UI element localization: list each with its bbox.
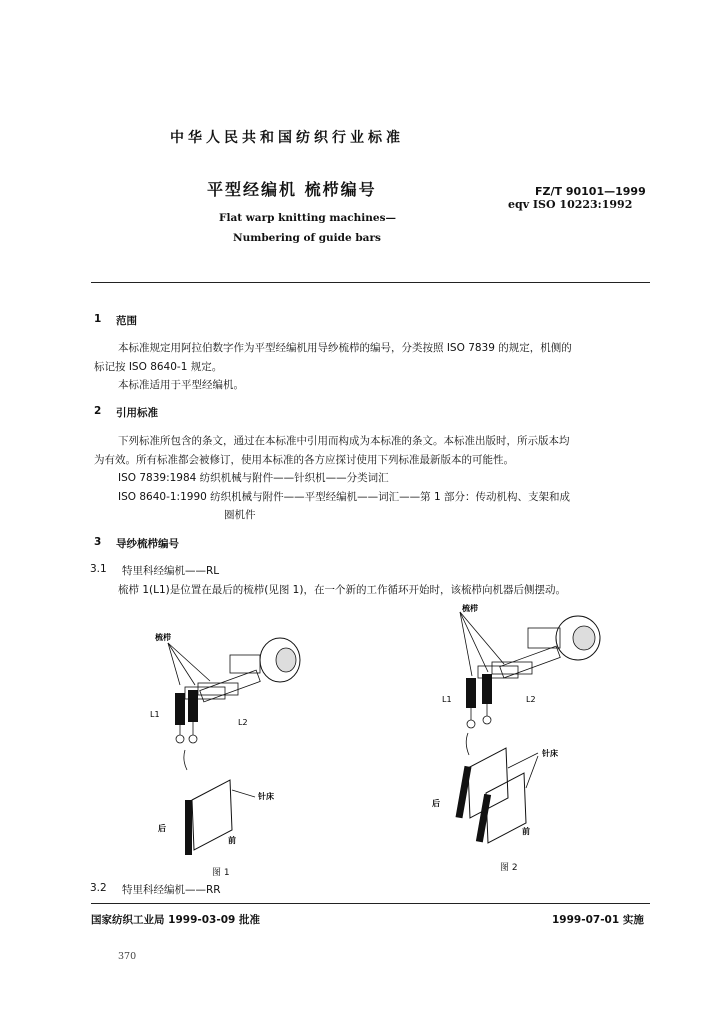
page-number: 370 [118,951,137,962]
section-3-2-number: 3.2 [90,882,107,894]
section-3-1-text: 梳栉 1(L1)是位置在最后的梳栉(见图 1)，在一个新的工作循环开始时，该梳栉向机器后侧摆动。 [118,584,566,596]
section-2-p1-line2: 为有效。所有标准都会被修订，使用本标准的各方应探讨使用下列标准最新版本的可能性。 [94,454,514,466]
section-3-1-number: 3.1 [90,563,107,575]
footer-divider [91,903,650,904]
std-eqv: eqv ISO 10223:1992 [508,198,633,211]
fig2-label-l1: L1 [442,695,452,704]
std-code: FZ/T 90101—1999 [535,185,646,198]
section-1-title: 范围 [116,315,137,327]
doc-title-en-line1: Flat warp knitting machines— [219,212,396,224]
fig2-label-back: 后 [432,799,440,808]
reference-iso-8640-line2: 圈机件 [224,509,256,521]
figure-1-caption: 图 1 [212,868,230,878]
figure-2-caption: 图 2 [500,863,518,873]
section-3-title: 导纱梳栉编号 [116,538,179,550]
section-3-1-title: 特里科经编机——RL [122,565,220,577]
fig1-label-needle-bed: 针床 [258,792,274,801]
fig1-label-l2: L2 [238,718,248,727]
fig2-label-l2: L2 [526,695,536,704]
figure-2-diagram [420,598,610,848]
section-3-2-title: 特里科经编机——RR [122,884,221,896]
section-2-p1-line1: 下列标准所包含的条文，通过在本标准中引用而构成为本标准的条文。本标准出版时，所示版本均 [118,435,570,447]
section-2-number: 2 [94,405,102,417]
fig2-label-needle-bed: 针床 [542,749,558,758]
doc-title-en-line2: Numbering of guide bars [233,232,381,244]
section-1-p1-line2: 标记按 ISO 8640-1 规定。 [94,361,223,373]
fig1-label-front: 前 [228,836,236,845]
section-1-p1-line1: 本标准规定用阿拉伯数字作为平型经编机用导纱梳栉的编号，分类按照 ISO 7839 的规定，机侧的 [118,342,572,354]
fig2-label-guide-bar: 梳栉 [462,604,478,613]
reference-iso-8640-line1: ISO 8640-1:1990 纺织机械与附件——平型经编机——词汇——第 1 部分：传动机构、支架和成 [118,491,571,503]
figure-1-diagram [140,625,320,855]
reference-iso-7839: ISO 7839:1984 纺织机械与附件——针织机——分类词汇 [118,472,389,484]
org-title: 中华人民共和国纺织行业标准 [170,130,404,146]
fig1-label-l1: L1 [150,710,160,719]
fig1-label-guide-bar: 梳栉 [155,633,171,642]
section-2-title: 引用标准 [116,407,158,419]
doc-title-cn: 平型经编机 梳栉编号 [207,180,377,199]
implementation-date: 1999-07-01 实施 [552,914,644,926]
section-3-number: 3 [94,536,102,548]
approval-date: 国家纺织工业局 1999-03-09 批准 [91,914,260,926]
fig2-label-front: 前 [522,827,530,836]
section-1-number: 1 [94,313,102,325]
header-divider [91,282,650,283]
section-1-p2: 本标准适用于平型经编机。 [118,379,244,391]
fig1-label-back: 后 [158,824,166,833]
